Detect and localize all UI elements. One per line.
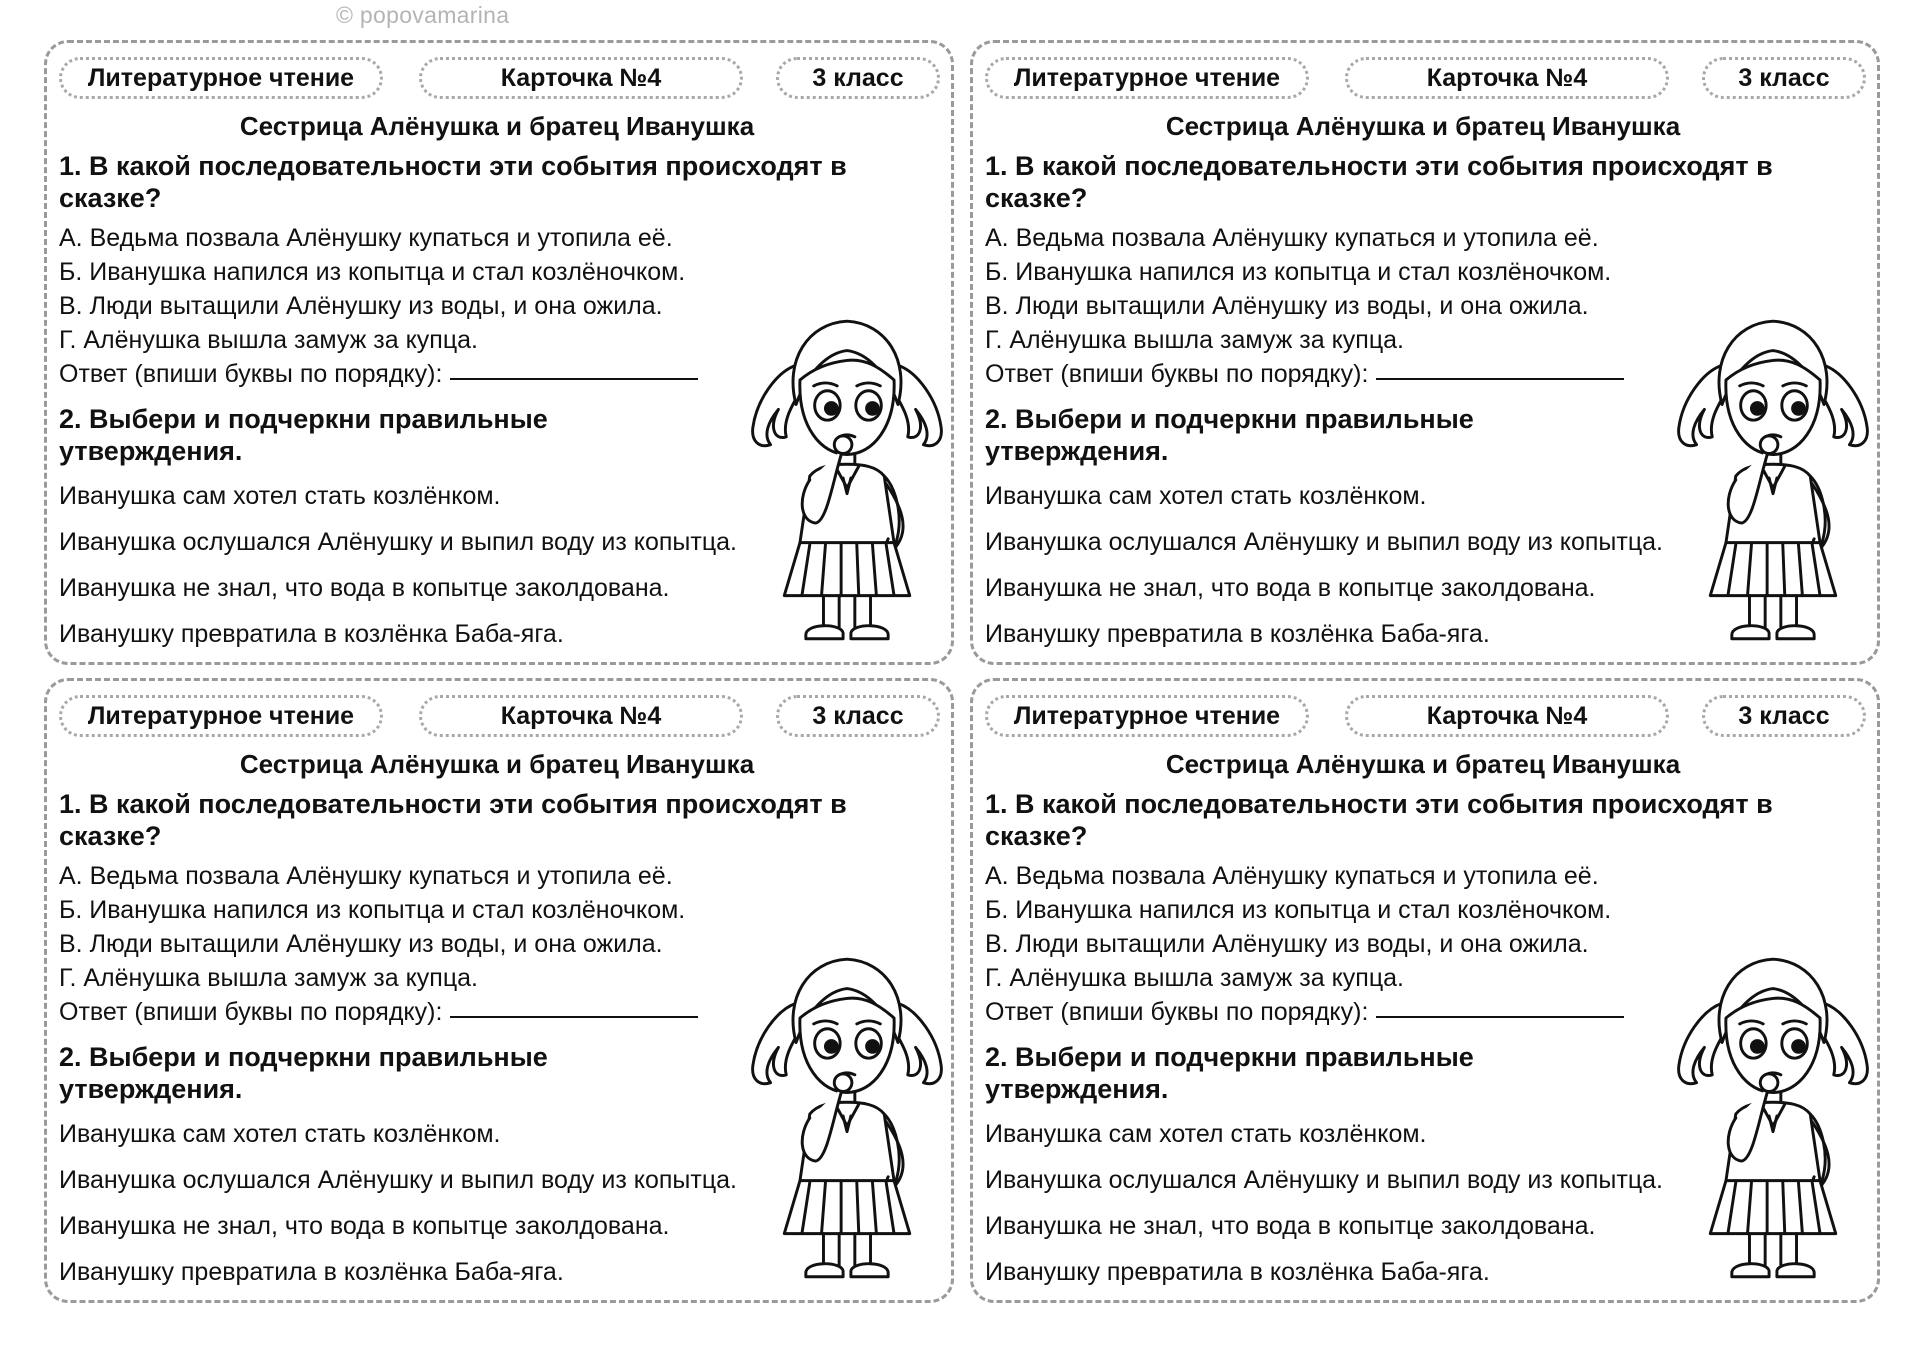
grade-label: 3 класс <box>1702 57 1866 99</box>
event-g: Г. Алёнушка вышла замуж за купца. <box>59 964 479 992</box>
event-g: Г. Алёнушка вышла замуж за купца. <box>59 326 479 354</box>
worksheet-card <box>970 678 1880 1303</box>
thinking-girl-illustration <box>749 308 945 648</box>
card-number-label: Карточка №4 <box>419 695 743 737</box>
answer-row <box>985 359 1624 389</box>
statement-4: Иванушку превратила в козлёнка Баба-яга. <box>59 1258 564 1286</box>
answer-label: Ответ (впиши буквы по порядку): <box>985 998 1369 1026</box>
statement-2: Иванушка ослушался Алёнушку и выпил воду из копытца. <box>59 1166 737 1194</box>
statement-3: Иванушка не знал, что вода в копытце заколдована. <box>59 1212 670 1240</box>
story-title: Сестрица Алёнушка и братец Иванушка <box>1165 111 1681 141</box>
event-b: Б. Иванушка напился из копытца и стал козлёночком. <box>985 258 1612 286</box>
answer-blank-line <box>450 378 698 380</box>
answer-row <box>985 997 1624 1027</box>
grade-label: 3 класс <box>1702 695 1866 737</box>
card-number-label: Карточка №4 <box>1345 57 1669 99</box>
question-1-title: 1. В какой последовательности эти события происходят в сказке? <box>985 789 1773 851</box>
question-1-title: 1. В какой последовательности эти события происходят в сказке? <box>985 151 1773 213</box>
worksheet-card <box>970 40 1880 665</box>
event-a: А. Ведьма позвала Алёнушку купаться и утопила её. <box>985 224 1599 252</box>
question-1-title: 1. В какой последовательности эти события происходят в сказке? <box>59 151 847 213</box>
statement-1: Иванушка сам хотел стать козлёнком. <box>59 1120 501 1148</box>
subject-label: Литературное чтение <box>59 57 383 99</box>
statement-3: Иванушка не знал, что вода в копытце заколдована. <box>59 574 670 602</box>
event-v: В. Люди вытащили Алёнушку из воды, и она ожила. <box>59 292 663 320</box>
answer-blank-line <box>450 1016 698 1018</box>
answer-label: Ответ (впиши буквы по порядку): <box>985 360 1369 388</box>
question-2-title: 2. Выбери и подчеркни правильные утверждения. <box>59 1042 548 1104</box>
statement-3: Иванушка не знал, что вода в копытце заколдована. <box>985 574 1596 602</box>
event-b: Б. Иванушка напился из копытца и стал козлёночком. <box>59 896 686 924</box>
statement-2: Иванушка ослушался Алёнушку и выпил воду из копытца. <box>59 528 737 556</box>
thinking-girl-illustration <box>1675 308 1871 648</box>
event-a: А. Ведьма позвала Алёнушку купаться и утопила её. <box>59 862 673 890</box>
subject-label: Литературное чтение <box>59 695 383 737</box>
answer-blank-line <box>1376 378 1624 380</box>
event-b: Б. Иванушка напился из копытца и стал козлёночком. <box>985 896 1612 924</box>
worksheet-card <box>44 678 954 1303</box>
worksheet-card <box>44 40 954 665</box>
question-2-title: 2. Выбери и подчеркни правильные утверждения. <box>59 404 548 466</box>
answer-blank-line <box>1376 1016 1624 1018</box>
subject-label: Литературное чтение <box>985 695 1309 737</box>
story-title: Сестрица Алёнушка и братец Иванушка <box>1165 749 1681 779</box>
grade-label: 3 класс <box>776 695 940 737</box>
story-title: Сестрица Алёнушка и братец Иванушка <box>239 111 755 141</box>
statement-1: Иванушка сам хотел стать козлёнком. <box>985 482 1427 510</box>
card-number-label: Карточка №4 <box>419 57 743 99</box>
question-2-title: 2. Выбери и подчеркни правильные утверждения. <box>985 404 1474 466</box>
answer-label: Ответ (впиши буквы по порядку): <box>59 998 443 1026</box>
watermark: © popovamarina <box>336 2 510 28</box>
statement-4: Иванушку превратила в козлёнка Баба-яга. <box>985 1258 1490 1286</box>
thinking-girl-illustration <box>749 946 945 1286</box>
event-a: А. Ведьма позвала Алёнушку купаться и утопила её. <box>985 862 1599 890</box>
statement-4: Иванушку превратила в козлёнка Баба-яга. <box>59 620 564 648</box>
answer-label: Ответ (впиши буквы по порядку): <box>59 360 443 388</box>
statement-2: Иванушка ослушался Алёнушку и выпил воду из копытца. <box>985 1166 1663 1194</box>
statement-4: Иванушку превратила в козлёнка Баба-яга. <box>985 620 1490 648</box>
event-v: В. Люди вытащили Алёнушку из воды, и она ожила. <box>985 292 1589 320</box>
grade-label: 3 класс <box>776 57 940 99</box>
question-2-title: 2. Выбери и подчеркни правильные утверждения. <box>985 1042 1474 1104</box>
statement-3: Иванушка не знал, что вода в копытце заколдована. <box>985 1212 1596 1240</box>
event-v: В. Люди вытащили Алёнушку из воды, и она ожила. <box>59 930 663 958</box>
thinking-girl-illustration <box>1675 946 1871 1286</box>
statement-1: Иванушка сам хотел стать козлёнком. <box>59 482 501 510</box>
event-b: Б. Иванушка напился из копытца и стал козлёночком. <box>59 258 686 286</box>
event-a: А. Ведьма позвала Алёнушку купаться и утопила её. <box>59 224 673 252</box>
event-g: Г. Алёнушка вышла замуж за купца. <box>985 326 1405 354</box>
question-1-title: 1. В какой последовательности эти события происходят в сказке? <box>59 789 847 851</box>
event-v: В. Люди вытащили Алёнушку из воды, и она ожила. <box>985 930 1589 958</box>
story-title: Сестрица Алёнушка и братец Иванушка <box>239 749 755 779</box>
event-g: Г. Алёнушка вышла замуж за купца. <box>985 964 1405 992</box>
answer-row <box>59 997 698 1027</box>
subject-label: Литературное чтение <box>985 57 1309 99</box>
answer-row <box>59 359 698 389</box>
statement-2: Иванушка ослушался Алёнушку и выпил воду из копытца. <box>985 528 1663 556</box>
card-number-label: Карточка №4 <box>1345 695 1669 737</box>
statement-1: Иванушка сам хотел стать козлёнком. <box>985 1120 1427 1148</box>
